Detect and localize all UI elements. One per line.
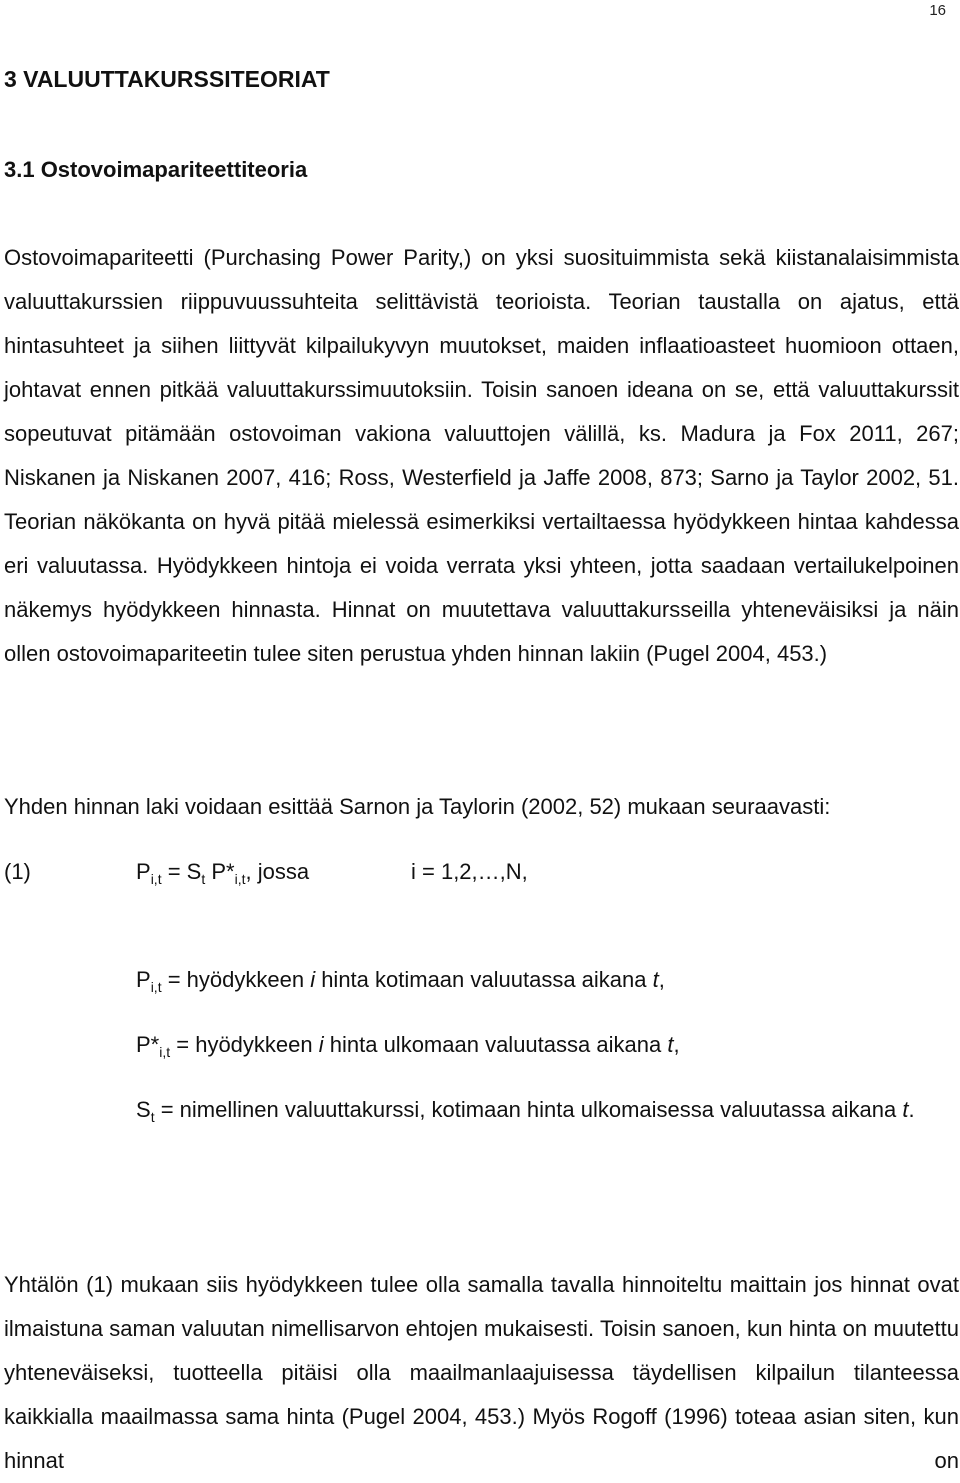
- equation-equals: =: [161, 859, 187, 884]
- definition-text: hinta ulkomaan valuutassa aikana: [323, 1032, 668, 1057]
- definition-end: .: [908, 1097, 915, 1122]
- body-paragraph-3: Yhtälön (1) mukaan siis hyödykkeen tulee olla samalla tavalla hinnoiteltu maittain jos hinnat ovat ilmaistuna saman valuutan nimellisarvon ehtojen mukaisesti. Toisin sanoen, kun hinta on muutettu yhteneväiseksi, tuotteella pitäisi olla maailmanlaajuisessa täydellisen kilpailun tilanteessa kaikkialla maailmassa sama hinta (Pugel 2004, 453.) Myös Rogoff (1996) toteaa asian siten, kun hinnat on: [4, 1272, 959, 1473]
- definition-variable: i: [310, 967, 316, 992]
- definition-exchange-rate: [136, 1088, 958, 1139]
- body-paragraph-2: Yhden hinnan laki voidaan esittää Sarnon ja Taylorin (2002, 52) mukaan seuraavasti:: [4, 794, 831, 819]
- definition-symbol: P*: [136, 1032, 160, 1057]
- equation-pstar-symbol: P*: [205, 859, 235, 884]
- definition-price-foreign: [136, 1023, 958, 1074]
- definition-time: t: [902, 1097, 909, 1122]
- definition-end: ,: [658, 967, 665, 992]
- definition-variable: i: [318, 1032, 324, 1057]
- equation-number: (1): [4, 859, 31, 884]
- definition-price-domestic: [136, 958, 958, 1009]
- chapter-title: 3 VALUUTTAKURSSITEORIAT: [4, 66, 330, 92]
- definition-time: t: [652, 967, 659, 992]
- definition-end: ,: [673, 1032, 680, 1057]
- definition-subscript: i,t: [159, 1044, 171, 1060]
- definition-time: t: [667, 1032, 674, 1057]
- definition-text: = nimellinen valuuttakurssi, kotimaan hinta ulkomaisessa valuutassa aikana: [154, 1097, 903, 1122]
- equation-lhs-subscript: i,t: [150, 871, 162, 887]
- equation-pstar-subscript: i,t: [234, 871, 246, 887]
- equation-lhs-symbol: P: [136, 859, 151, 884]
- body-paragraph-1: Ostovoimapariteetti (Purchasing Power Parity,) on yksi suosituimmista sekä kiistanalaisimmista valuuttakurssien riippuvuussuhteita selittävistä teorioista. Teorian taustalla on ajatus, että hintasuhteet ja siihen liittyvät kilpailukyvyn muutokset, maiden inflaatioasteet huomioon ottaen, johtavat ennen pitkää valuuttakurssimuutoksiin. Toisin sanoen ideana on se, että valuuttakurssit sopeutuvat pitämään ostovoiman vakiona valuuttojen välillä, ks. Madura ja Fox 2011, 267; Niskanen ja Niskanen 2007, 416; Ross, Westerfield ja Jaffe 2008, 873; Sarno ja Taylor 2002, 51. Teorian näkökanta on hyvä pitää mielessä esimerkiksi vertailtaessa hyödykkeen hintaa kahdessa eri valuutassa. Hyödykkeen hintoja ei voida verrata yksi yhteen, jotta saadaan vertailukelpoinen näkemys hyödykkeen hinnasta. Hinnat on muutettava valuuttakursseilla yhteneväisiksi ja näin ollen ostovoimapariteetin tulee siten perustua yhden hinnan lakiin (Pugel 2004, 453.): [4, 245, 959, 666]
- equation-body: [136, 852, 309, 899]
- equation-s-symbol: S: [186, 859, 202, 884]
- definition-subscript: i,t: [150, 979, 162, 995]
- definition-text: hinta kotimaan valuutassa aikana: [315, 967, 653, 992]
- definition-symbol: P: [136, 967, 151, 992]
- equation-s-subscript: t: [201, 871, 206, 887]
- page-number: 16: [929, 2, 946, 19]
- definition-text: = hyödykkeen: [161, 967, 311, 992]
- definition-subscript: t: [150, 1109, 155, 1125]
- equation-index-range: i = 1,2,…,N,: [411, 859, 528, 884]
- equation-tail: , jossa: [245, 859, 310, 884]
- definition-text: = hyödykkeen: [170, 1032, 319, 1057]
- section-title: 3.1 Ostovoimapariteettiteoria: [4, 157, 308, 182]
- definition-symbol: S: [136, 1097, 151, 1122]
